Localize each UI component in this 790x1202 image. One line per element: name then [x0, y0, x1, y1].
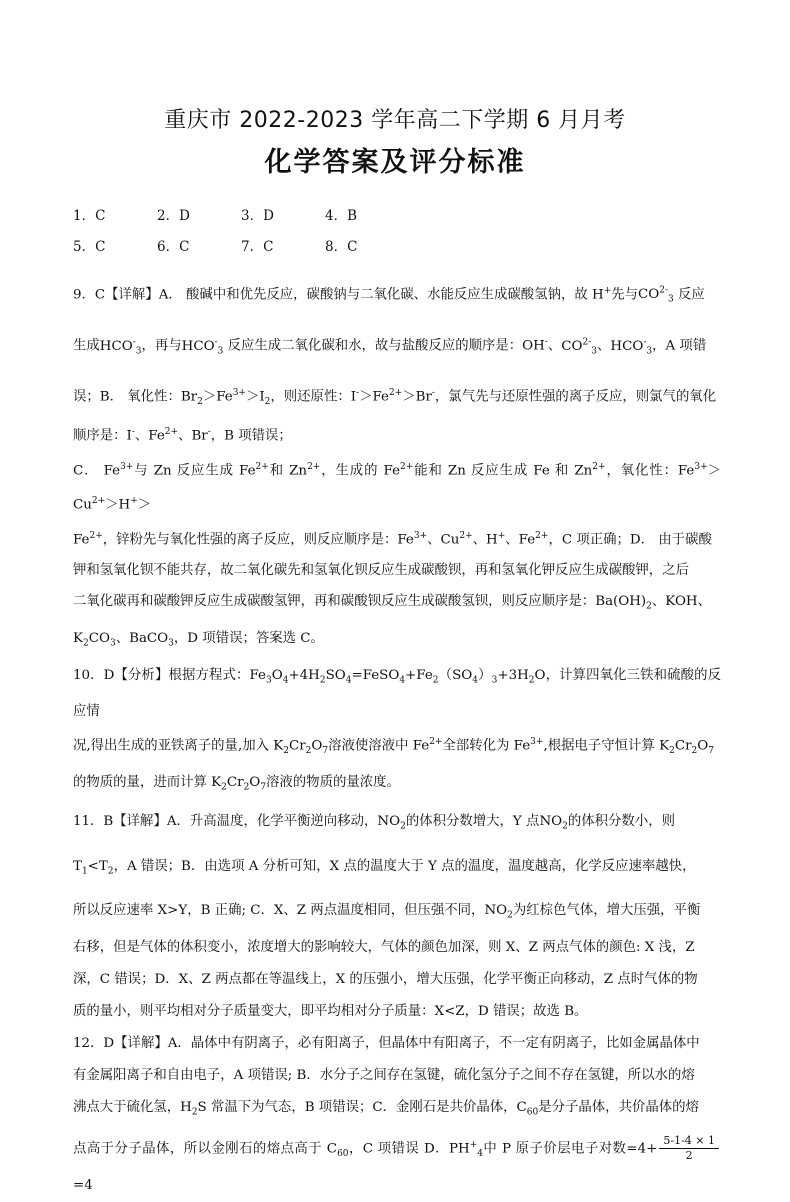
superscript: 2+ [255, 461, 269, 472]
superscript: - [356, 388, 360, 399]
q9-text: ，D 项错误；答案选 C。 [173, 630, 324, 646]
q11-text: 右移，但是气体的体积变小，浓度增大的影响较大，气体的颜色加深，则 X、Z 两点气体的颜色: X 浅，Z [73, 940, 695, 956]
q10-text: O [249, 775, 261, 791]
subscript: 4 [477, 1148, 483, 1159]
q11-text: <T [87, 858, 108, 874]
q9-text: ＞Br [402, 389, 432, 405]
q9-text: CO [88, 630, 110, 646]
superscript: - [207, 427, 211, 438]
answer-4: 4．B [325, 208, 358, 224]
q9-text: ＞Fe [359, 389, 389, 405]
q9-text: 、BaCO [115, 630, 169, 646]
subscript: 3 [109, 638, 116, 649]
q12-text: 点高于分子晶体，所以金刚石的熔点高于 C [73, 1141, 338, 1157]
q12-explanation [73, 1028, 721, 1202]
q10-text: 10．D【分析】根据方程式：Fe [73, 667, 266, 683]
subscript: 2 [197, 397, 203, 408]
q9-text: ，生成的 Fe [320, 463, 401, 479]
answer-row-2 [73, 237, 409, 268]
q9-text: 钾和氢氧化钡不能共存，故二氧化碳先和氢氧化钡反应生成碳酸钡，再和氢氧化钾反应生成碳酸钾，之后 [73, 563, 689, 579]
document-title: 重庆市 2022-2023 学年高二下学期 6 月月考 [164, 108, 626, 133]
subscript: 7 [708, 746, 714, 757]
q9-text: ＞H [105, 497, 131, 513]
q9-text: ＞I [245, 389, 265, 405]
q10-text: SO [325, 667, 346, 683]
bicarbonate-formula [99, 337, 142, 357]
q10-text: Cr [226, 775, 244, 791]
superscript: + [130, 496, 138, 507]
q9-explanation-b [73, 417, 721, 659]
document-subtitle: 化学答案及评分标准 [264, 147, 526, 178]
superscript: 2+ [535, 530, 549, 541]
subscript: 1 [81, 866, 88, 877]
q10-text: 的物质的量，进而计算 K [73, 775, 222, 791]
q9-text: 、H [472, 532, 498, 548]
q9-text: ，锌粉先与氧化性强的离子反应，则反应顺序是：Fe [102, 532, 414, 548]
subscript: 2 [107, 866, 114, 877]
q11-text: 深，C 错误；D．X、Z 两点都在等温线上，X 的压强小，增大压强，化学平衡正向移动，Z 点时气体的物 [73, 972, 698, 988]
q12-text: =4 [73, 1177, 93, 1193]
answer-2: 2．D [157, 208, 190, 224]
subscript: 4 [345, 675, 352, 686]
q9-text: ＞Cu [73, 463, 722, 513]
no2-formula [539, 814, 568, 832]
subscript: 2 [305, 746, 312, 757]
q9-text: 、Br [178, 428, 208, 444]
q12-text: 12．D【详解】A．晶体中有阴离子，必有阳离子，但晶体中有阳离子，不一定有阴离子，比如金属晶体中 [73, 1036, 700, 1052]
q9-text: 先与 [611, 287, 639, 303]
q9-text: ，氯气先与还原性强的离子反应，则氯气的氧化 [434, 389, 717, 405]
superscript: 2- [659, 286, 669, 296]
subscript: 3 [217, 346, 224, 357]
answer-row-1 [73, 206, 409, 237]
q10-text: 况,得出生成的亚铁离子的量,加入 K [73, 738, 284, 754]
fraction-denominator: 2 [685, 1149, 693, 1163]
formula-base: NO [484, 903, 508, 919]
superscript: 3+ [232, 388, 246, 399]
q9-text: 能和 Zn 反应生成 Fe 和 Zn [413, 463, 593, 479]
superscript: 2+ [91, 496, 106, 507]
superscript: 3+ [120, 461, 134, 472]
q12-text: 是分子晶体，共价晶体的熔 [538, 1100, 699, 1116]
subscript: 4 [472, 675, 479, 686]
subscript: 2 [283, 746, 289, 757]
q10-text: +4H [288, 667, 320, 683]
q12-text: 有金属阳离子和自由电子，A 项错误; B．水分子之间存在氢键，硫化氢分子之间不存在氢键，所以水的熔 [73, 1068, 695, 1084]
subscript: 2 [669, 746, 675, 757]
answer-6: 6．C [157, 239, 190, 255]
q12-text: ，C 项错误 D．PH [348, 1141, 470, 1157]
superscript: - [131, 427, 135, 438]
superscript: 2+ [388, 388, 403, 399]
q9-text: 误；B． 氧化性：Br [73, 389, 198, 405]
q9-text: 、 [547, 338, 562, 354]
q10-text: ） [478, 667, 492, 683]
superscript: + [469, 1139, 478, 1150]
q9-text: Fe [73, 532, 90, 548]
superscript: - [431, 388, 435, 399]
superscript: 2+ [164, 427, 179, 438]
q9-text: 反应 [673, 287, 705, 303]
formula-base: NO [539, 814, 563, 830]
q9-text: ，则还原性：I [270, 389, 357, 405]
subscript: 2 [646, 601, 652, 612]
q9-text: 、Fe [505, 532, 536, 548]
q9-text: 生成 [73, 338, 100, 354]
q11-explanation-b [73, 932, 721, 1028]
q9-text: K [73, 630, 84, 646]
answer-list [73, 206, 409, 268]
formula-base: CO [561, 338, 583, 354]
formula-base: NO [377, 814, 401, 830]
q11-text: 所以反应速率 X>Y，B 正确; C．X、Z 两点温度相同，但压强不同， [73, 903, 485, 919]
q11-text: 质的量小，则平均相对分子质量变大，即平均相对分子质量：X<Z，D 错误；故选 B。 [73, 1004, 588, 1020]
q11-text: 为红棕色气体，增大压强，平衡 [512, 903, 701, 919]
subscript: 2 [507, 911, 513, 922]
subscript: 2 [400, 821, 406, 832]
subscript: 60 [526, 1107, 539, 1118]
q10-text: 溶液的物质的量浓度。 [266, 775, 400, 791]
formula-base: HCO [181, 338, 215, 354]
carbonate-formula [561, 337, 598, 357]
answer-1: 1．C [73, 208, 106, 224]
superscript: 3+ [530, 737, 544, 748]
q10-text: 溶液使溶液中 Fe [328, 738, 430, 754]
subscript: 2 [191, 1107, 198, 1118]
q10-text: Cr [288, 738, 306, 754]
superscript: + [603, 286, 612, 296]
subscript: 7 [260, 783, 267, 794]
bicarbonate-formula [181, 337, 224, 357]
q9-text: ＞Fe [202, 389, 233, 405]
subscript: 3 [265, 675, 272, 686]
q9-text: 与 Zn 反应生成 Fe [133, 463, 256, 479]
formula-base: CO [638, 287, 660, 303]
subscript: 2 [528, 675, 535, 686]
carbonate-formula [638, 286, 674, 306]
subscript: 4 [399, 675, 406, 686]
superscript: 2+ [459, 530, 473, 541]
q9-text: 二氧化碳再和碳酸钾反应生成碳酸氢钾，再和碳酸钡反应生成碳酸氢钡，则反应顺序是：Ba(OH) [73, 594, 647, 610]
q10-text: ,根据电子守恒计算 K [543, 738, 670, 754]
q9-text: 、KOH、 [651, 594, 711, 610]
q11-text: ，A 错误；B．由选项 A 分析可知，X 点的温度大于 Y 点的温度，温度越高，化学反应速率越快， [113, 858, 696, 874]
q11-text: T [73, 858, 82, 874]
no2-formula [484, 903, 513, 922]
subscript: 2 [691, 746, 698, 757]
subscript: 2 [83, 638, 89, 649]
subscript: 60 [337, 1148, 349, 1159]
answer-3: 3．D [241, 208, 274, 224]
answer-5: 5．C [73, 239, 106, 255]
q11-text: 的体积分数小，则 [567, 814, 675, 830]
q10-explanation [73, 660, 721, 804]
superscript: 2+ [400, 461, 414, 472]
subscript: 3 [135, 346, 142, 357]
answer-8: 8．C [325, 239, 358, 255]
q11-text: 的体积分数增大，Y 点 [405, 814, 540, 830]
superscript: 2+ [307, 461, 321, 472]
q9-text: 和 Zn [268, 463, 308, 479]
subscript: 2 [562, 821, 568, 832]
q9-text: 反应生成二氧化碳和水，故与盐酸反应的顺序是：OH [223, 338, 545, 354]
superscript: 2+ [592, 461, 606, 472]
subscript: 3 [168, 638, 174, 649]
subscript: 7 [322, 746, 329, 757]
superscript: 3+ [413, 530, 428, 541]
formula-base: HCO [610, 338, 644, 354]
subscript: 3 [668, 295, 674, 306]
q11-explanation-a [73, 802, 721, 936]
q9-text: 、 [597, 338, 611, 354]
superscript: 3+ [694, 461, 708, 472]
q9-text: ，氧化性：Fe [605, 463, 695, 479]
q9-text: 9．C【详解】A． 酸碱中和优先反应，碳酸钠与二氧化碳、水能反应生成碳酸氢钠，故 H [73, 287, 604, 303]
q9-text: ，B 项错误； [210, 428, 292, 444]
answer-7: 7．C [241, 239, 274, 255]
superscript: - [214, 337, 218, 348]
superscript: 2- [582, 337, 592, 348]
superscript: - [643, 337, 647, 348]
subscript: 3 [646, 346, 653, 357]
q12-text: S 常温下为气态，B 项错误；C．金刚石是共价晶体，C [197, 1100, 527, 1116]
superscript: + [497, 530, 506, 541]
subscript: 3 [591, 346, 598, 357]
q10-text: O [697, 738, 709, 754]
subscript: 2 [264, 397, 271, 408]
q9-text: ，A 项错 [652, 338, 707, 354]
subscript: 2 [319, 675, 326, 686]
q10-text: =FeSO [351, 667, 400, 683]
q10-text: +Fe [405, 667, 433, 683]
bicarbonate-formula [610, 337, 653, 357]
q9-text: ，C 项正确；D． 由于碳酸 [548, 532, 712, 548]
q10-text: （SO [438, 667, 473, 683]
q10-text: O [271, 667, 283, 683]
subscript: 2 [432, 675, 439, 686]
q10-text: Cr [674, 738, 692, 754]
q11-text: 11．B【详解】A．升高温度，化学平衡逆向移动， [73, 814, 378, 830]
q9-text: 、Fe [134, 428, 165, 444]
q9-text: 顺序是：I [73, 428, 132, 444]
q9-text: ，再与 [141, 338, 182, 354]
q10-text: +3H [497, 667, 529, 683]
superscript: 2+ [89, 530, 103, 541]
superscript: - [132, 337, 136, 348]
q10-text: 全部转化为 Fe [442, 738, 531, 754]
q9-text: ＞ [137, 497, 152, 513]
q12-text: 沸点大于硫化氢，H [73, 1100, 192, 1116]
subscript: 4 [282, 675, 289, 686]
q10-text: O，计算四氧化三铁和硫酸的反应情 [73, 667, 721, 720]
explanations [73, 270, 721, 1202]
subscript: 2 [221, 783, 227, 794]
q10-text: O [311, 738, 323, 754]
q9-text: C． Fe [73, 463, 121, 479]
no2-formula [377, 814, 406, 832]
fraction [659, 1134, 719, 1163]
subscript: 2 [243, 783, 250, 794]
superscript: - [544, 337, 548, 348]
fraction-numerator: 5-1-4 × 1 [659, 1134, 719, 1149]
q9-text: 、Cu [427, 532, 460, 548]
superscript: 2+ [429, 737, 443, 748]
formula-base: HCO [99, 338, 133, 354]
subscript: 3 [491, 675, 498, 686]
q12-text: 中 P 原子价层电子对数=4+ [482, 1141, 658, 1157]
q9-explanation-a [73, 270, 721, 423]
